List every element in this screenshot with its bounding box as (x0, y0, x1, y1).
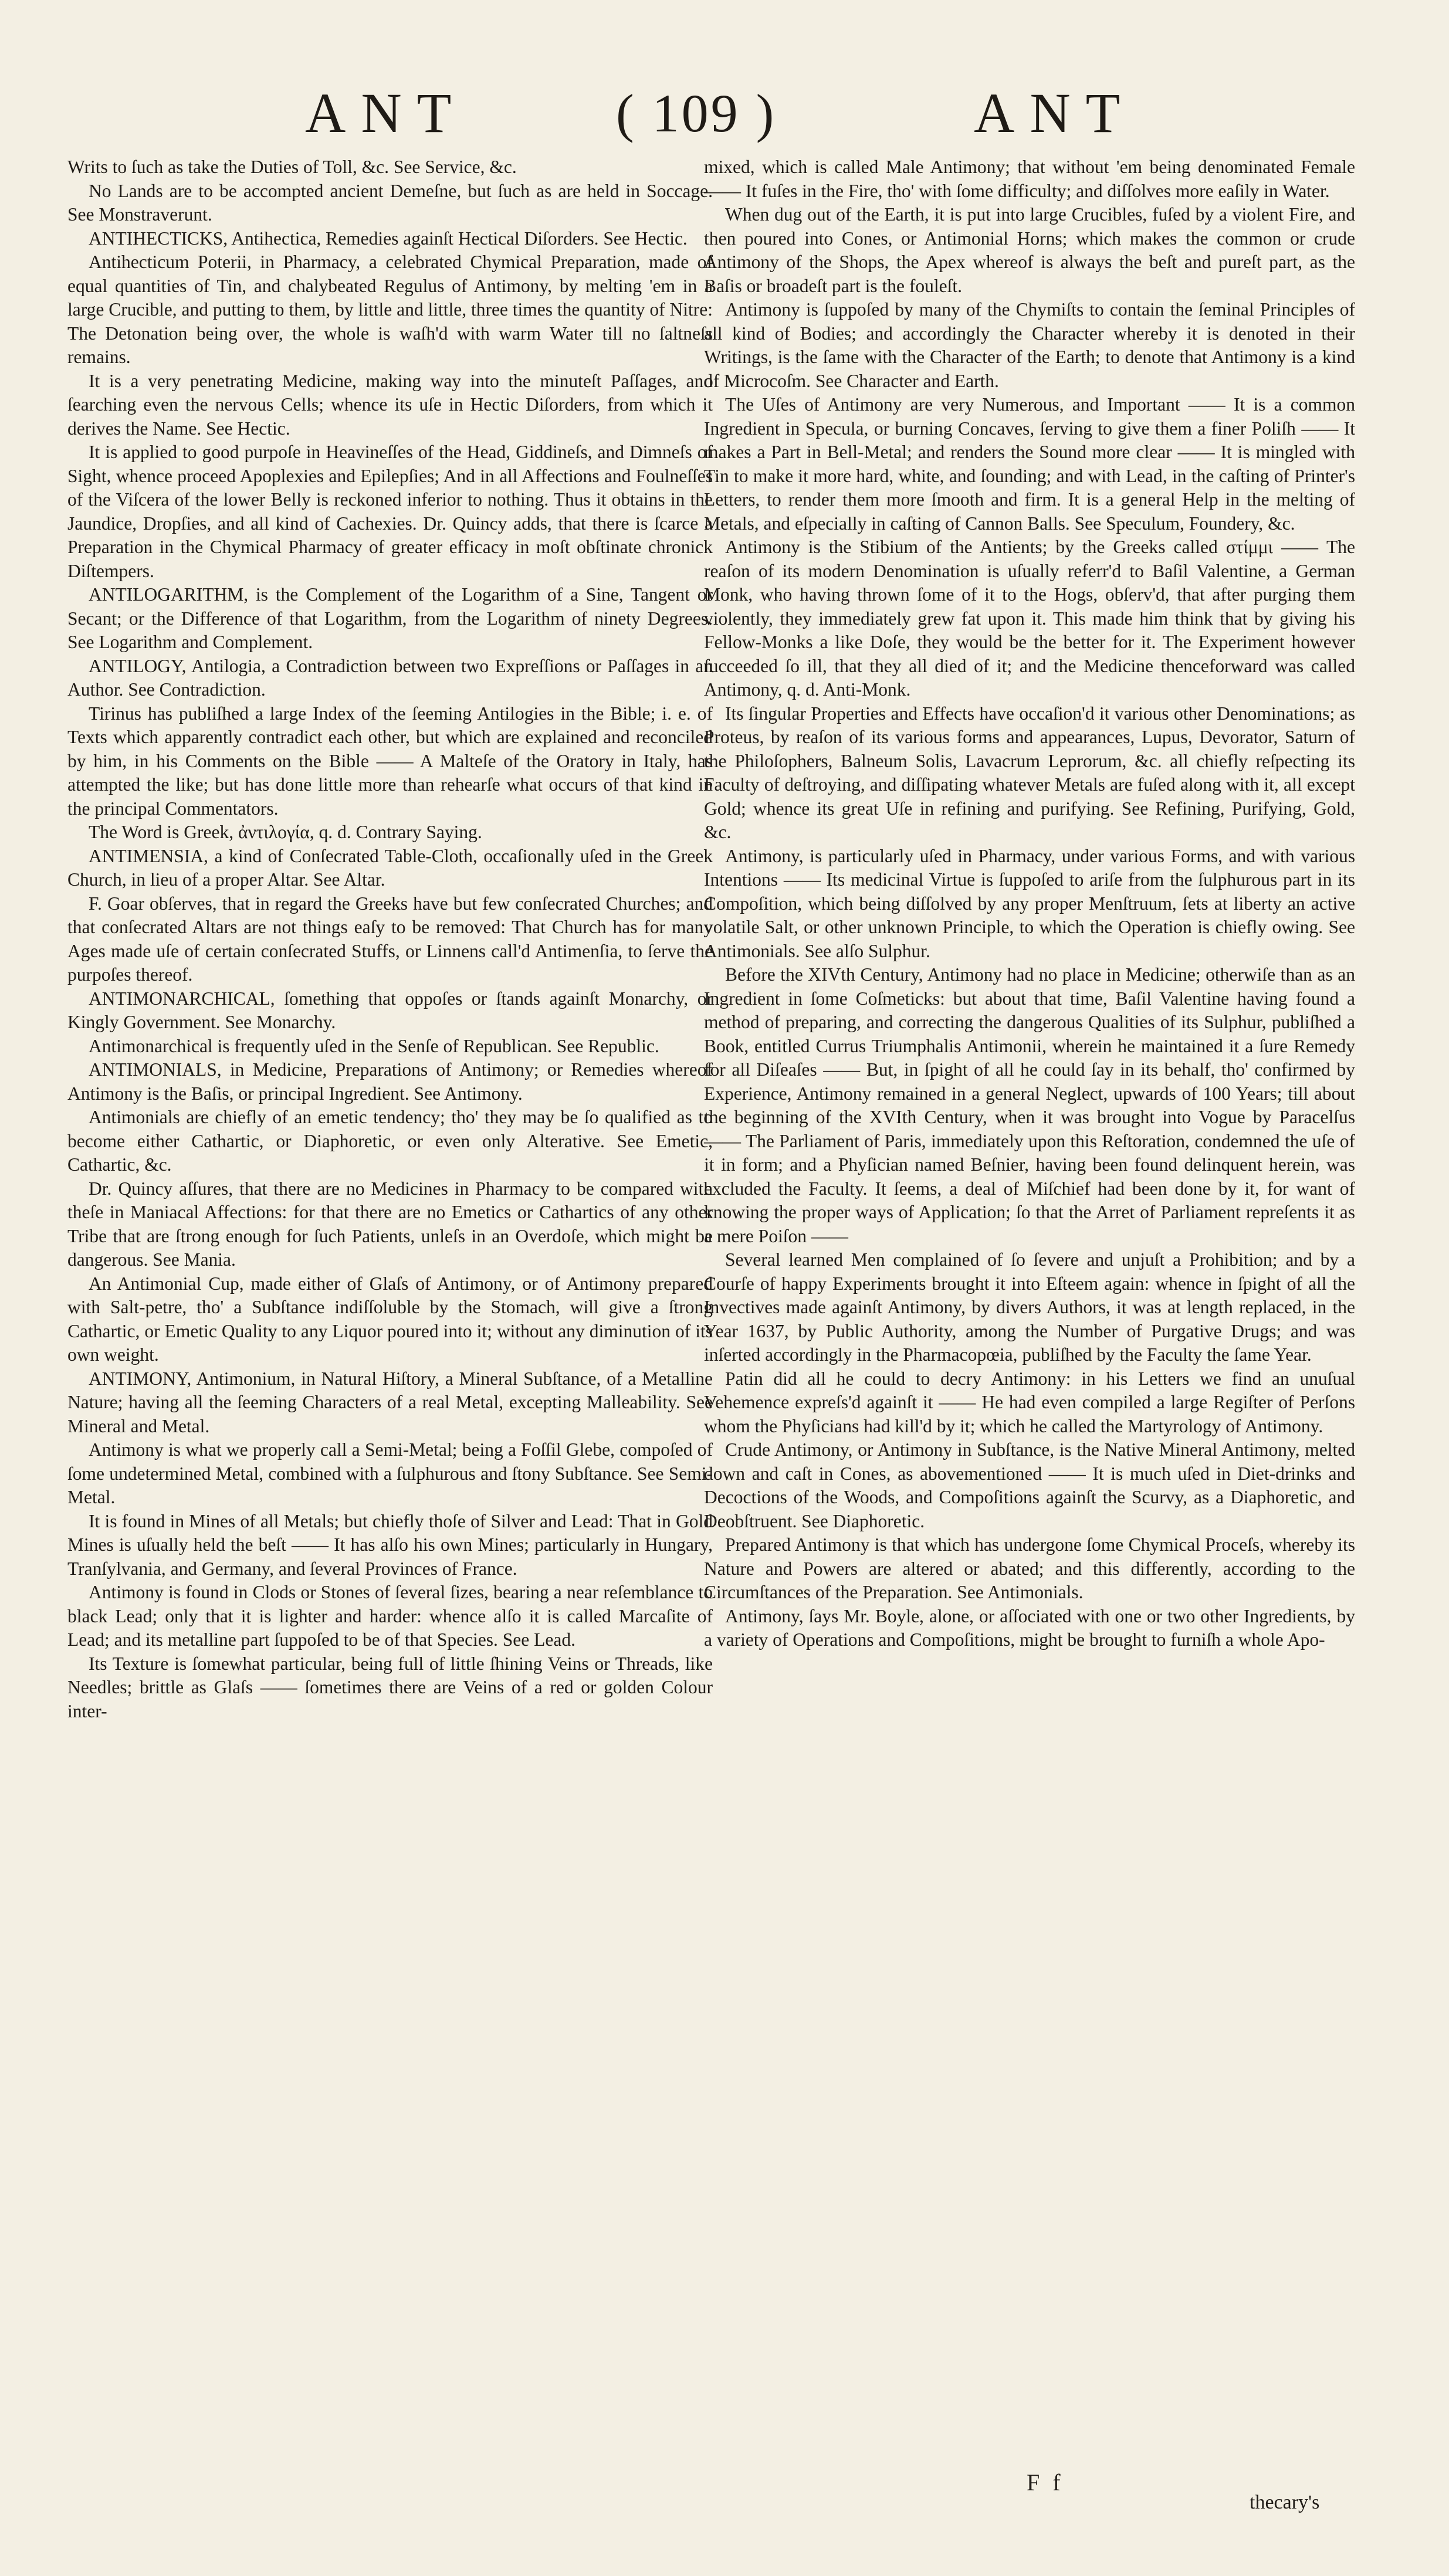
headword-left: ANT (305, 82, 467, 144)
entry-paragraph: It is a very penetrating Medicine, making way into the minuteſt Paſſages, and ſearching even the nervous Cells; whence its uſe in Hectic Diſorders, from which it derives the Name. See Hectic. (67, 370, 713, 439)
entry-paragraph: ANTIMONY, Antimonium, in Natural Hiſtory, a Mineral Subſtance, of a Metalline Nature; having all the ſeeming Characters of a real Metal, excepting Malleability. See Mineral and Metal. (67, 1368, 713, 1436)
entry-paragraph: ANTILOGY, Antilogia, a Contradiction between two Expreſſions or Paſſages in an Author. See Contradiction. (67, 655, 713, 700)
entry-paragraph: Antimonarchical is frequently uſed in the Senſe of Republican. See Republic. (89, 1035, 659, 1056)
entry-paragraph: Antimony is what we properly call a Semi-Metal; being a Foſſil Glebe, compoſed of ſome undetermined Metal, combined with a ſulphurous and ſtony Subſtance. See Semi-Metal. (67, 1439, 713, 1507)
entry-paragraph: Before the XIVth Century, Antimony had no place in Medicine; otherwiſe than as an Ingredient in ſome Coſmeticks: but about that time, Baſil Valentine having found a method of preparing, and correcting the dangerous Qualities of its Sulphur, publiſhed a Book, entitled Currus Triumphalis Antimonii, wherein he maintained it a ſure Remedy for all Diſeaſes —— But, in ſpight of all he could ſay in its behalf, tho' confirmed by Experience, Antimony remained in a general Neglect, upwards of 100 Years; till about the beginning of the XVIth Century, when it was brought into Vogue by Paracelſus —— The Parliament of Paris, immediately upon this Reſtoration, condemned the uſe of it in form; and a Phyſician named Beſnier, having been found delinquent herein, was excluded the Faculty. It ſeems, a deal of Miſchief had been done by it, for want of knowing the proper ways of Application; ſo that the Arret of Parliament repreſents it as a mere Poiſon —— (704, 964, 1355, 1246)
entry-paragraph: Crude Antimony, or Antimony in Subſtance, is the Native Mineral Antimony, melted down and caſt in Cones, as abovementioned —— It is much uſed in Diet-drinks and Decoctions of the Woods, and Compoſitions againſt the Scurvy, as a Diaphoretic, and Deobſtruent. See Diaphoretic. (704, 1439, 1355, 1531)
entry-paragraph: An Antimonial Cup, made either of Glaſs of Antimony, or of Antimony prepared with Salt-petre, tho' a Subſtance indiſſoluble by the Stomach, will give a ſtrong Cathartic, or Emetic Quality to any Liquor poured into it; without any diminution of its own weight. (67, 1273, 713, 1365)
entry-paragraph: Antihecticum Poterii, in Pharmacy, a celebrated Chymical Preparation, made of equal quantities of Tin, and chalybeated Regulus of Antimony, by melting 'em in a large Crucible, and putting to them, by little and little, three times the quantity of Nitre: The Detonation being over, the whole is waſh'd with warm Water till no ſaltneſs remains. (67, 252, 713, 367)
entry-paragraph: No Lands are to be accompted ancient Demeſne, but ſuch as are held in Soccage. See Monstraverunt. (67, 180, 713, 225)
headword-right: ANT (974, 82, 1136, 144)
entry-paragraph: Its Texture is ſomewhat particular, being full of little ſhining Veins or Threads, like Needles; brittle as Glaſs —— ſometimes there are Veins of a red or golden Colour inter- (67, 1653, 713, 1721)
entry-paragraph: Several learned Men complained of ſo ſevere and unjuſt a Prohibition; and by a Courſe of happy Experiments brought it into Eſteem again: whence in ſpight of all the Invectives made againſt Antimony, by divers Authors, it was at length replaced, in the Year 1637, by Public Authority, among the Number of Purgative Drugs; and was inſerted accordingly in the Pharmacopœia, publiſhed by the Faculty the ſame Year. (704, 1249, 1355, 1365)
signature-mark: F f (1027, 2469, 1064, 2496)
entry-paragraph: ANTILOGARITHM, is the Complement of the Logarithm of a Sine, Tangent or Secant; or the Difference of that Logarithm, from the Logarithm of ninety Degrees. See Logarithm and Complement. (67, 584, 713, 652)
page-footer (0, 2468, 1449, 2521)
entry-paragraph: Tirinus has publiſhed a large Index of the ſeeming Antilogies in the Bible; i. e. of Texts which apparently contradict each other, but which are explained and reconciled by him, in his Comments on the Bible —— A Malteſe of the Oratory in Italy, has attempted the like; but has done little more than rehearſe what occurs of that kind in the principal Commentators. (67, 703, 713, 819)
entry-paragraph: Antimony is the Stibium of the Antients; by the Greeks called στίμμι —— The reaſon of its modern Denomination is uſually referr'd to Baſil Valentine, a German Monk, who having thrown ſome of it to the Hogs, obſerv'd, that after purging them violently, they immediately grew fat upon it. This made him think that by giving his Fellow-Monks a like Doſe, they would be the better for it. The Experiment however ſucceeded ſo ill, that they all died of it; and the Medicine thenceforward was called Antimony, q. d. Anti-Monk. (704, 537, 1355, 700)
entry-paragraph: It is applied to good purpoſe in Heavineſſes of the Head, Giddineſs, and Dimneſs of Sight, whence proceed Apoplexies and Epilepſies; And in all Affections and Foulneſſes of the Viſcera of the lower Belly is reckoned inferior to nothing. Thus it obtains in the Jaundice, Dropſies, and all kind of Cachexies. Dr. Quincy adds, that there is ſcarce a Preparation in the Chymical Pharmacy of greater efficacy in moſt obſtinate chronick Diſtempers. (67, 442, 713, 581)
entry-paragraph: Antimony, ſays Mr. Boyle, alone, or aſſociated with one or two other Ingredients, by a variety of Operations and Compoſitions, might be brought to furniſh a whole Apo- (704, 1605, 1355, 1650)
right-column (704, 155, 1355, 1652)
catchword: thecary's (1250, 2492, 1320, 2513)
entry-paragraph: Antimony, is particularly uſed in Pharmacy, under various Forms, and with various Intentions —— Its medicinal Virtue is ſuppoſed to ariſe from the ſulphurous part in its Compoſition, which being diſſolved by any proper Menſtruum, ſets at liberty an active volatile Salt, or other unknown Principle, to which the Operation is chiefly owing. See Antimonials. See alſo Sulphur. (704, 845, 1355, 961)
entry-paragraph: It is found in Mines of all Metals; but chiefly thoſe of Silver and Lead: That in Gold Mines is uſually held the beſt —— It has alſo his own Mines; particularly in Hungary, Tranſylvania, and Germany, and ſeveral Provinces of France. (67, 1510, 713, 1579)
page-number: ( 109 ) (616, 83, 777, 143)
entry-paragraph: Antimony is ſuppoſed by many of the Chymiſts to contain the ſeminal Principles of all kind of Bodies; and accordingly the Character whereby it is denoted in their Writings, is the ſame with the Character of the Earth; to denote that Antimony is a kind of Microcoſm. See Character and Earth. (704, 299, 1355, 391)
entry-paragraph: ANTIMENSIA, a kind of Conſecrated Table-Cloth, occaſionally uſed in the Greek Church, in lieu of a proper Altar. See Altar. (67, 845, 713, 890)
entry-paragraph: mixed, which is called Male Antimony; that without 'em being denominated Female —— It fuſes in the Fire, tho' with ſome difficulty; and diſſolves more eaſily in Water. (704, 157, 1355, 201)
entry-paragraph: Dr. Quincy aſſures, that there are no Medicines in Pharmacy to be compared with theſe in Maniacal Affections: for that there are no Emetics or Cathartics of any other Tribe that are ſtrong enough for ſuch Patients, unleſs in an Overdoſe, which might be dangerous. See Mania. (67, 1178, 713, 1270)
left-column (67, 155, 713, 1723)
entry-paragraph: F. Goar obſerves, that in regard the Greeks have but few conſecrated Churches; and that conſecrated Altars are not things eaſy to be removed: That Church has for many Ages made uſe of certain conſecrated Stuffs, or Linnens call'd Antimenſia, to ſerve the purpoſes thereof. (67, 893, 713, 985)
entry-paragraph: The Word is Greek, ἀντιλογία, q. d. Contrary Saying. (89, 822, 482, 842)
entry-paragraph: ANTIMONIALS, in Medicine, Preparations of Antimony; or Remedies whereof Antimony is the Baſis, or principal Ingredient. See Antimony. (67, 1059, 713, 1104)
entry-paragraph: Antimony is found in Clods or Stones of ſeveral ſizes, bearing a near reſemblance to black Lead; only that it is lighter and harder: whence alſo it is called Marcaſite of Lead; and its metalline part ſuppoſed to be of that Species. See Lead. (67, 1582, 713, 1650)
entry-paragraph: When dug out of the Earth, it is put into large Crucibles, fuſed by a violent Fire, and then poured into Cones, or Antimonial Horns; which makes the common or crude Antimony of the Shops, the Apex whereof is always the beſt and pureſt part, as the Baſis or broadeſt part is the fouleſt. (704, 204, 1355, 296)
entry-paragraph: The Uſes of Antimony are very Numerous, and Important —— It is a common Ingredient in Specula, or burning Concaves, ſerving to give them a finer Poliſh —— It makes a Part in Bell-Metal; and renders the Sound more clear —— It is mingled with Tin to make it more hard, white, and ſounding; and with Lead, in the caſting of Printer's Letters, to render them more ſmooth and firm. It is a general Help in the melting of Metals, and eſpecially in caſting of Cannon Balls. See Speculum, Foundery, &c. (704, 394, 1355, 534)
entry-paragraph: Antimonials are chiefly of an emetic tendency; tho' they may be ſo qualified as to become either Cathartic, or Diaphoretic, or even only Alterative. See Emetic, Cathartic, &c. (67, 1107, 713, 1175)
entry-paragraph: ANTIMONARCHICAL, ſomething that oppoſes or ſtands againſt Monarchy, or Kingly Government. See Monarchy. (67, 988, 713, 1032)
entry-paragraph: Prepared Antimony is that which has undergone ſome Chymical Proceſs, whereby its Nature and Powers are altered or abated; and this differently, according to the Circumſtances of the Preparation. See Antimonials. (704, 1534, 1355, 1602)
running-head (0, 69, 1449, 157)
entry-paragraph: Its ſingular Properties and Effects have occaſion'd it various other Denominations; as Proteus, by reaſon of its various forms and appearances, Lupus, Devorator, Saturn of the Philoſophers, Balneum Solis, Lavacrum Leprorum, &c. all chiefly reſpecting its Faculty of deſtroying, and diſſipating whatever Metals are fuſed along with it, all except Gold; whence its great Uſe in refining and purifying. See Refining, Purifying, Gold, &c. (704, 703, 1355, 842)
entry-paragraph: Writs to ſuch as take the Duties of Toll, &c. See Service, &c. (67, 157, 517, 177)
entry-paragraph: ANTIHECTICKS, Antihectica, Remedies againſt Hectical Diſorders. See Hectic. (89, 228, 688, 249)
entry-paragraph: Patin did all he could to decry Antimony: in his Letters we find an unuſual Vehemence expreſs'd againſt it —— He had even compiled a large Regiſter of Perſons whom the Phyſicians had kill'd by it; which he called the Martyrology of Antimony. (704, 1368, 1355, 1436)
